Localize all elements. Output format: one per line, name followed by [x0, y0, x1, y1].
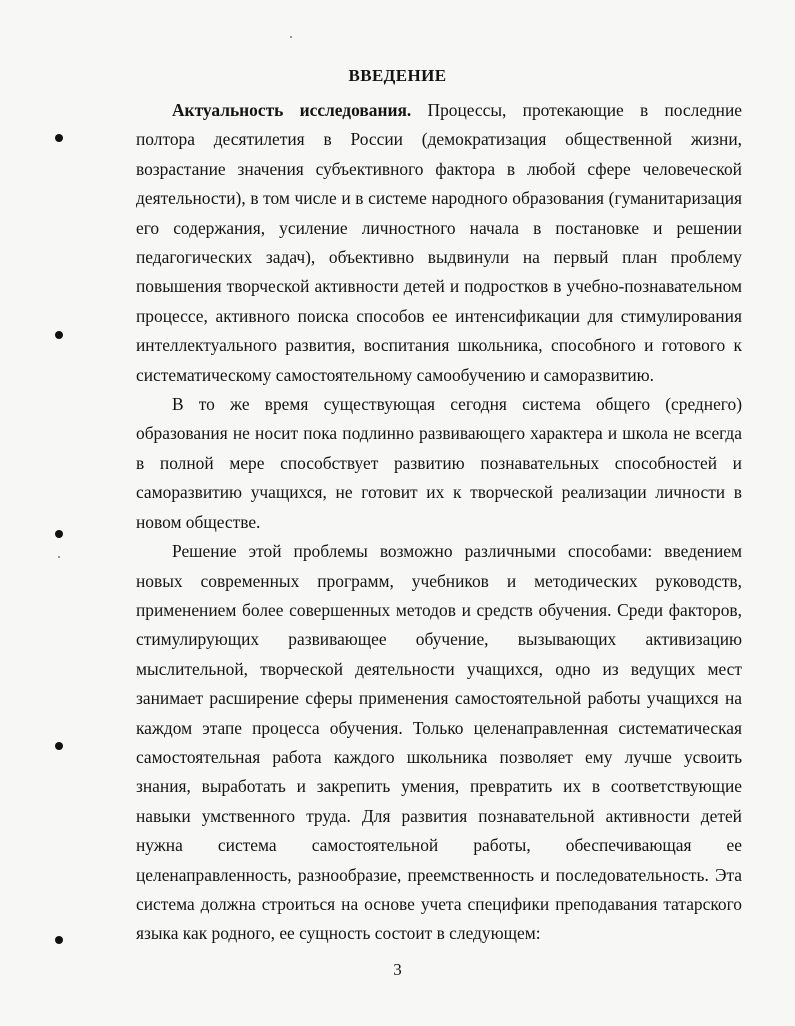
scan-speck	[58, 556, 60, 558]
binder-hole-mark	[55, 331, 63, 339]
paragraph-2: В то же время существующая сегодня система общего (среднего) образования не носит пока подлинно развивающего характера и школа не всегда в полной мере способствует развитию познавательных способностей и саморазвитию учащихся, не готовит их к творческой реализации личности в новом обществе.	[136, 394, 742, 532]
page-heading: ВВЕДЕНИЕ	[348, 66, 447, 85]
binder-hole-mark	[55, 530, 63, 538]
paragraph-1	[136, 96, 742, 390]
binder-hole-mark	[55, 742, 63, 750]
paragraph-text: Процессы, протекающие в последние полтора десятилетия в России (демократизация общественной жизни, возрастание значения субъективного фактора в любой сфере человеческой деятельности), в том числе и в системе народного образования (гуманитаризация его содержания, усиление личностного начала в постановке и решении педагогических задач), объективно выдвинули на первый план проблему повышения творческой активности детей и подростков в учебно-познавательном процессе, активного поиска способов ее интенсификации для стимулирования интеллектуального развития, воспитания школьника, способного и готового к систематическому самостоятельному самообучению и саморазвитию.	[136, 100, 742, 385]
body-text	[136, 96, 742, 949]
binder-hole-mark	[55, 134, 63, 142]
binder-hole-mark	[55, 936, 63, 944]
paragraph-lead: Актуальность исследования.	[172, 100, 412, 120]
page-number: 3	[393, 960, 402, 979]
paragraph-3: Решение этой проблемы возможно различными способами: введением новых современных программ, учебников и методических руководств, применением более совершенных методов и средств обучения. Среди факторов, стимулирующих развивающее обучение, вызывающих активизацию мыслительной, творческой деятельности учащихся, одно из ведущих мест занимает расширение сферы применения самостоятельной работы учащихся на каждом этапе процесса обучения. Только целенаправленная систематическая самостоятельная работа каждого школьника позволяет ему лучше усвоить знания, выработать и закрепить умения, превратить их в соответствующие навыки умственного труда. Для развития познавательной активности детей нужна система самостоятельной работы, обеспечивающая ее целенаправленность, разнообразие, преемственность и последовательность. Эта система должна строиться на основе учета специфики преподавания татарского языка как родного, ее сущность состоит в следующем:	[136, 541, 742, 944]
scan-speck	[290, 36, 292, 38]
